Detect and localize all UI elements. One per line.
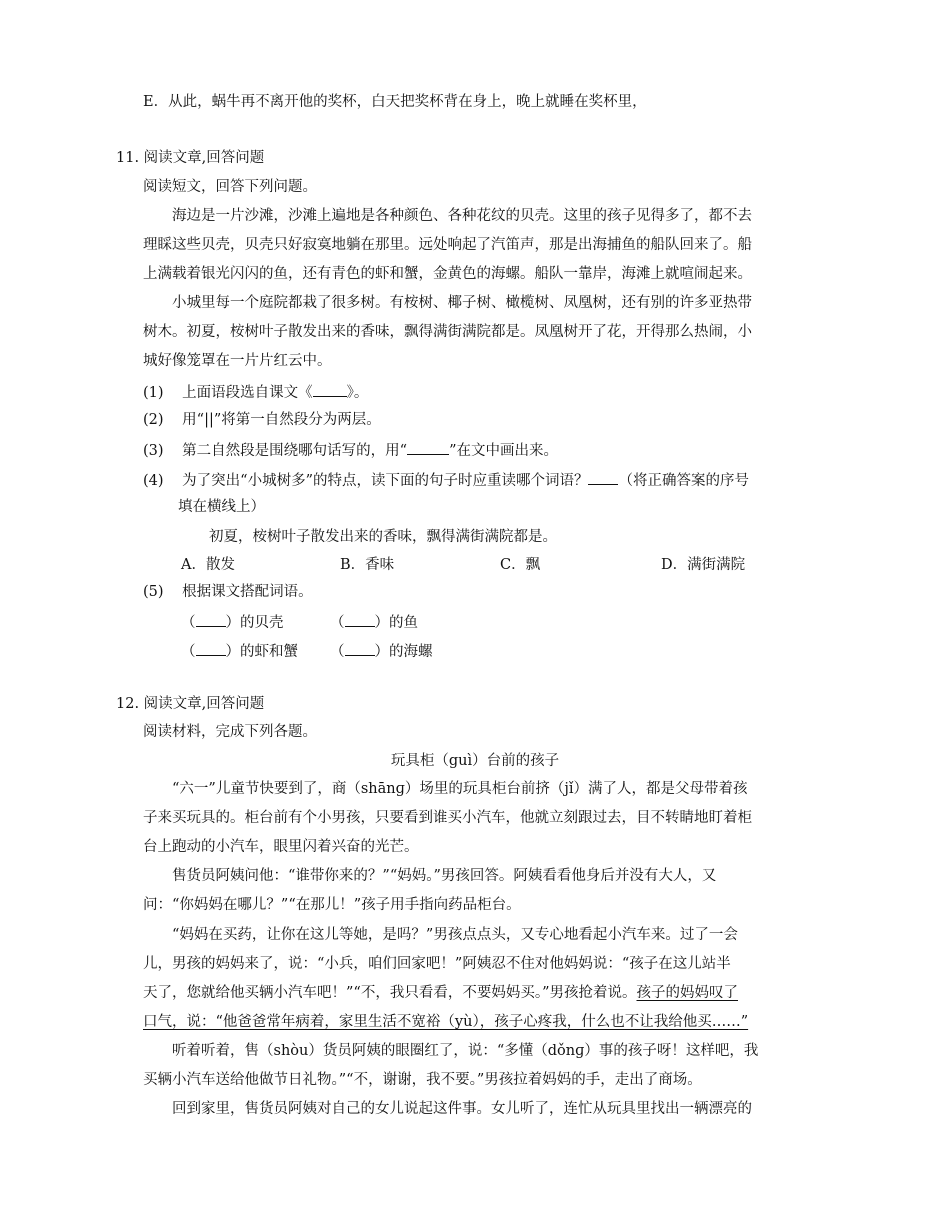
- q11-passage-line: 海边是一片沙滩，沙滩上遍地是各种颜色、各种花纹的贝壳。这里的孩子见得多了，都不去: [172, 208, 752, 224]
- q12-passage-line: 子来买玩具的。柜台前有个小男孩，只要看到谁买小汽车，他就立刻跟过去，目不转睛地盯着柜: [143, 810, 752, 826]
- q12-passage-line: 儿，男孩的妈妈来了，说：“小兵，咱们回家吧！”阿姨忍不住对他妈妈说：“孩子在这儿站半: [143, 956, 731, 972]
- q12-passage-line: 买辆小汽车送给他做节日礼物。”“不，谢谢，我不要。”男孩拉着妈妈的手，走出了商场。: [143, 1072, 702, 1088]
- q11-passage-line: 小城里每一个庭院都栽了很多树。有桉树、椰子树、橄榄树、凤凰树，还有别的许多亚热带: [172, 295, 752, 311]
- q12-heading: 阅读文章,回答问题: [143, 696, 265, 712]
- q11-number: 11.: [116, 150, 140, 166]
- q11-option-a[interactable]: A．散发: [181, 557, 235, 573]
- answer-blank[interactable]: [313, 381, 347, 397]
- q11-option-d[interactable]: D．满街满院: [661, 557, 746, 573]
- q11-pair: （ ）的贝壳: [181, 611, 284, 633]
- sub-number: (2): [143, 412, 164, 428]
- q11-passage-line: 树木。初夏，桉树叶子散发出来的香味，飘得满街满院都是。凤凰树开了花，开得那么热闹，小: [143, 324, 752, 340]
- q12-passage-line: 回到家里，售货员阿姨对自己的女儿说起这件事。女儿听了，连忙从玩具里找出一辆漂亮的: [172, 1101, 752, 1117]
- answer-blank[interactable]: [196, 611, 226, 627]
- q11-sub4: (4) 为了突出“小城树多”的特点，读下面的句子时应重读哪个词语？ （将正确答案的序号: [143, 469, 749, 491]
- q12-story-title: 玩具柜（guì）台前的孩子: [390, 753, 560, 769]
- q11-sub4-sentence: 初夏，桉树叶子散发出来的香味，飘得满街满院都是。: [209, 529, 557, 545]
- q11-sub5: (5) 根据课文搭配词语。: [143, 584, 313, 600]
- answer-blank[interactable]: [345, 611, 375, 627]
- sub-number: (5): [143, 584, 164, 600]
- underline-sample: [407, 439, 449, 455]
- q11-sub1: (1) 上面语段选自课文《 》。: [143, 381, 368, 403]
- underlined-sentence: 孩子的妈妈叹了: [636, 985, 738, 1001]
- q10-option-e: E．从此，蜗牛再不离开他的奖杯，白天把奖杯背在身上，晚上就睡在奖杯里，: [143, 94, 647, 110]
- q12-passage-line: “六一”儿童节快要到了，商（shānɡ）场里的玩具柜台前挤（jǐ）满了人，都是父母带着孩: [172, 781, 748, 797]
- answer-blank[interactable]: [196, 640, 226, 656]
- q11-sub3: (3) 第二自然段是围绕哪句话写的，用“ ”在文中画出来。: [143, 439, 558, 461]
- q11-heading: 阅读文章,回答问题: [143, 150, 265, 166]
- answer-blank[interactable]: [588, 469, 618, 485]
- underlined-sentence: 口气，说：“他爸爸常年病着，家里生活不宽裕（yù），孩子心疼我，什么也不让我给他买……”: [143, 1014, 749, 1030]
- q11-option-c[interactable]: C．飘: [500, 557, 541, 573]
- q11-option-b[interactable]: B．香味: [340, 557, 395, 573]
- q12-number: 12.: [116, 696, 140, 712]
- q12-intro: 阅读材料，完成下列各题。: [143, 724, 317, 740]
- q12-passage-line: 天了，您就给他买辆小汽车吧！”“不，我只看看，不要妈妈买。”男孩抢着说。孩子的妈妈叹了: [143, 985, 738, 1001]
- q11-sub4-cont: 填在横线上）: [178, 499, 265, 515]
- answer-blank[interactable]: [345, 640, 375, 656]
- q11-pair: （ ）的虾和蟹: [181, 640, 298, 662]
- q12-passage-line: 问：“你妈妈在哪儿？”“在那儿！”孩子用手指向药品柜台。: [143, 897, 521, 913]
- q11-pair: （ ）的鱼: [330, 611, 418, 633]
- sub-number: (3): [143, 443, 164, 459]
- q11-header: [116, 148, 264, 168]
- q11-passage-line: 理睬这些贝壳，贝壳只好寂寞地躺在那里。远处响起了汽笛声，那是出海捕鱼的船队回来了。船: [143, 237, 752, 253]
- q11-sub2: (2) 用“||”将第一自然段分为两层。: [143, 412, 381, 428]
- q12-passage-line: “妈妈在买药，让你在这儿等她，是吗？”男孩点点头，又专心地看起小汽车来。过了一会: [172, 927, 738, 943]
- sub-number: (1): [143, 385, 164, 401]
- q11-pair: （ ）的海螺: [330, 640, 433, 662]
- q11-passage-line: 上满载着银光闪闪的鱼，还有青色的虾和蟹，金黄色的海螺。船队一靠岸，海滩上就喧闹起来。: [143, 266, 752, 282]
- q12-header: [116, 694, 264, 714]
- q12-passage-line: 台上跑动的小汽车，眼里闪着兴奋的光芒。: [143, 839, 419, 855]
- q12-passage-line: 售货员阿姨问他：“谁带你来的？”“妈妈。”男孩回答。阿姨看看他身后并没有大人，又: [172, 868, 717, 884]
- q11-passage-line: 城好像笼罩在一片片红云中。: [143, 353, 332, 369]
- q12-passage-line: 听着听着，售（shòu）货员阿姨的眼圈红了，说：“多懂（dǒnɡ）事的孩子呀！这样吧，我: [172, 1043, 759, 1059]
- q11-intro: 阅读短文，回答下列问题。: [143, 179, 317, 195]
- sub-number: (4): [143, 473, 164, 489]
